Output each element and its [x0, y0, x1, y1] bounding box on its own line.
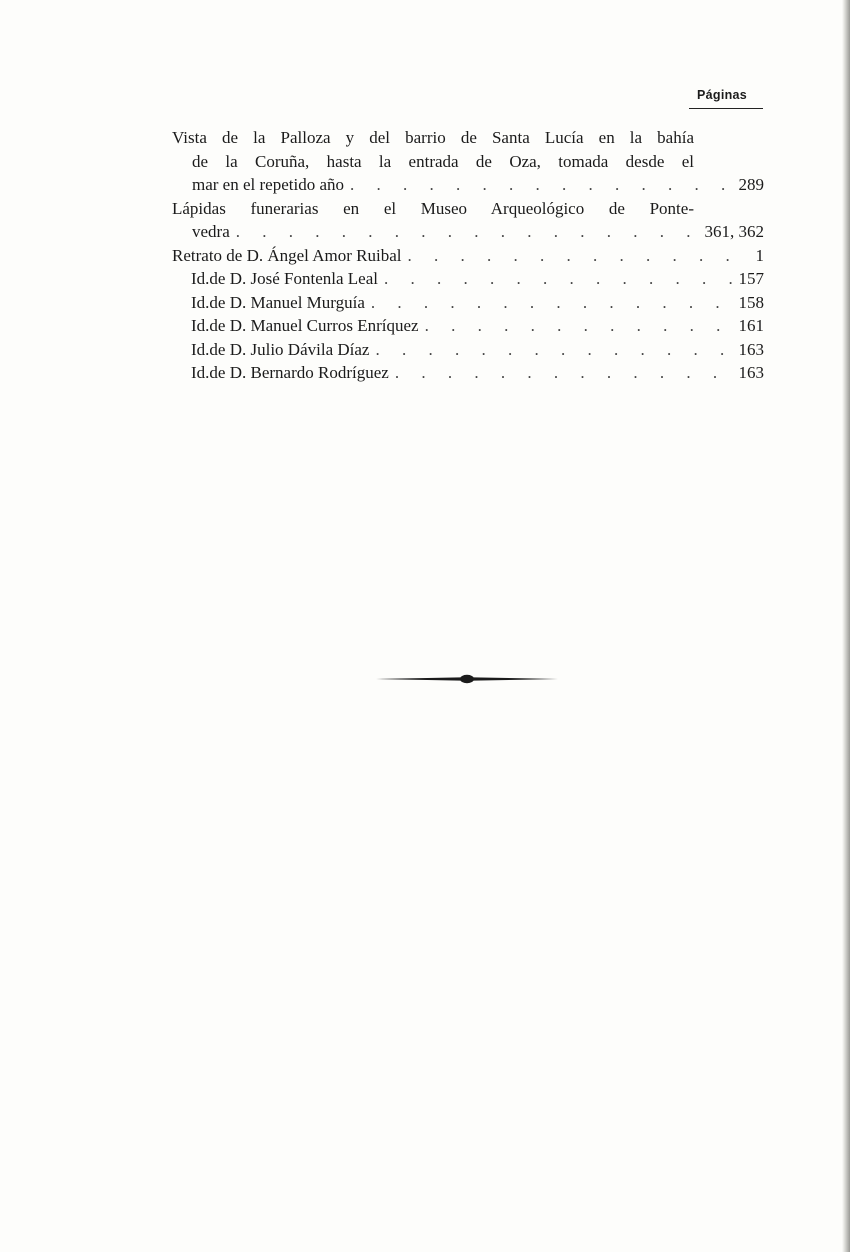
page-number: 157: [738, 269, 764, 288]
end-ornament-rule: [375, 672, 559, 686]
entry-last-line: [172, 220, 764, 244]
dot-leader: [425, 314, 733, 338]
ibidem-abbrev: Id.: [191, 316, 210, 335]
page-number: 1: [755, 245, 764, 265]
entry-line: [172, 314, 764, 338]
page-number: 161: [738, 316, 764, 335]
header-rule: [689, 108, 763, 109]
page-number: 163: [738, 363, 764, 382]
entry-text-line: de la Coruña, hasta la entrada de Oza, tomada desde el: [192, 151, 694, 171]
dot-leader: [236, 220, 699, 244]
pages-column-header: Páginas: [697, 88, 748, 102]
entry-line: [172, 267, 764, 291]
page-number: 361, 362: [704, 222, 764, 241]
entry-text-line: de D. Manuel Murguía: [209, 292, 365, 312]
dot-leader: [350, 173, 733, 197]
ibidem-abbrev: Id.: [191, 339, 210, 359]
index-entry-portrait: [172, 361, 764, 385]
entry-line: [172, 361, 764, 385]
entry-text-line: mar en el repetido año: [192, 175, 344, 194]
dot-leader: [395, 361, 733, 385]
ibidem-abbrev: Id.: [191, 363, 210, 382]
dot-leader: [371, 291, 733, 315]
entry-text-line: de D. Julio Dávila Díaz: [209, 339, 370, 359]
illustrations-index: [172, 126, 764, 385]
entry-text-line: Retrato de D. Ángel Amor Ruibal: [172, 245, 402, 265]
entry-text-line: vedra: [192, 222, 230, 241]
index-entry-portrait: [172, 267, 764, 291]
entry-text-line: de D. Bernardo Rodríguez: [209, 363, 389, 382]
page-edge: [842, 0, 850, 1252]
entry-line: [172, 244, 764, 268]
entry-text-line: de D. Manuel Curros Enríquez: [209, 316, 419, 335]
entry-text-line: Lápidas funerarias en el Museo Arqueológico de Ponte-: [172, 198, 694, 218]
entry-line: [172, 338, 764, 362]
entry-last-line: [172, 173, 764, 197]
index-entry-lapidas: [172, 197, 764, 244]
page-number: 289: [738, 175, 764, 194]
index-entry-portrait: [172, 291, 764, 315]
index-entry-portrait: [172, 314, 764, 338]
page-number: 163: [738, 339, 764, 359]
entry-text-line: de D. José Fontenla Leal: [209, 269, 378, 288]
index-entry-retrato-amor-ruibal: [172, 244, 764, 268]
entry-line: [172, 291, 764, 315]
index-entry-vista-palloza: [172, 126, 764, 197]
page-number: 158: [738, 292, 764, 312]
dot-leader: [384, 267, 733, 291]
index-entry-portrait: [172, 338, 764, 362]
ibidem-abbrev: Id.: [191, 269, 210, 288]
dot-leader: [375, 338, 732, 362]
dot-leader: [407, 244, 749, 268]
entry-text-line: Vista de la Palloza y del barrio de Santa Lucía en la bahía: [172, 128, 694, 147]
ibidem-abbrev: Id.: [191, 292, 210, 312]
